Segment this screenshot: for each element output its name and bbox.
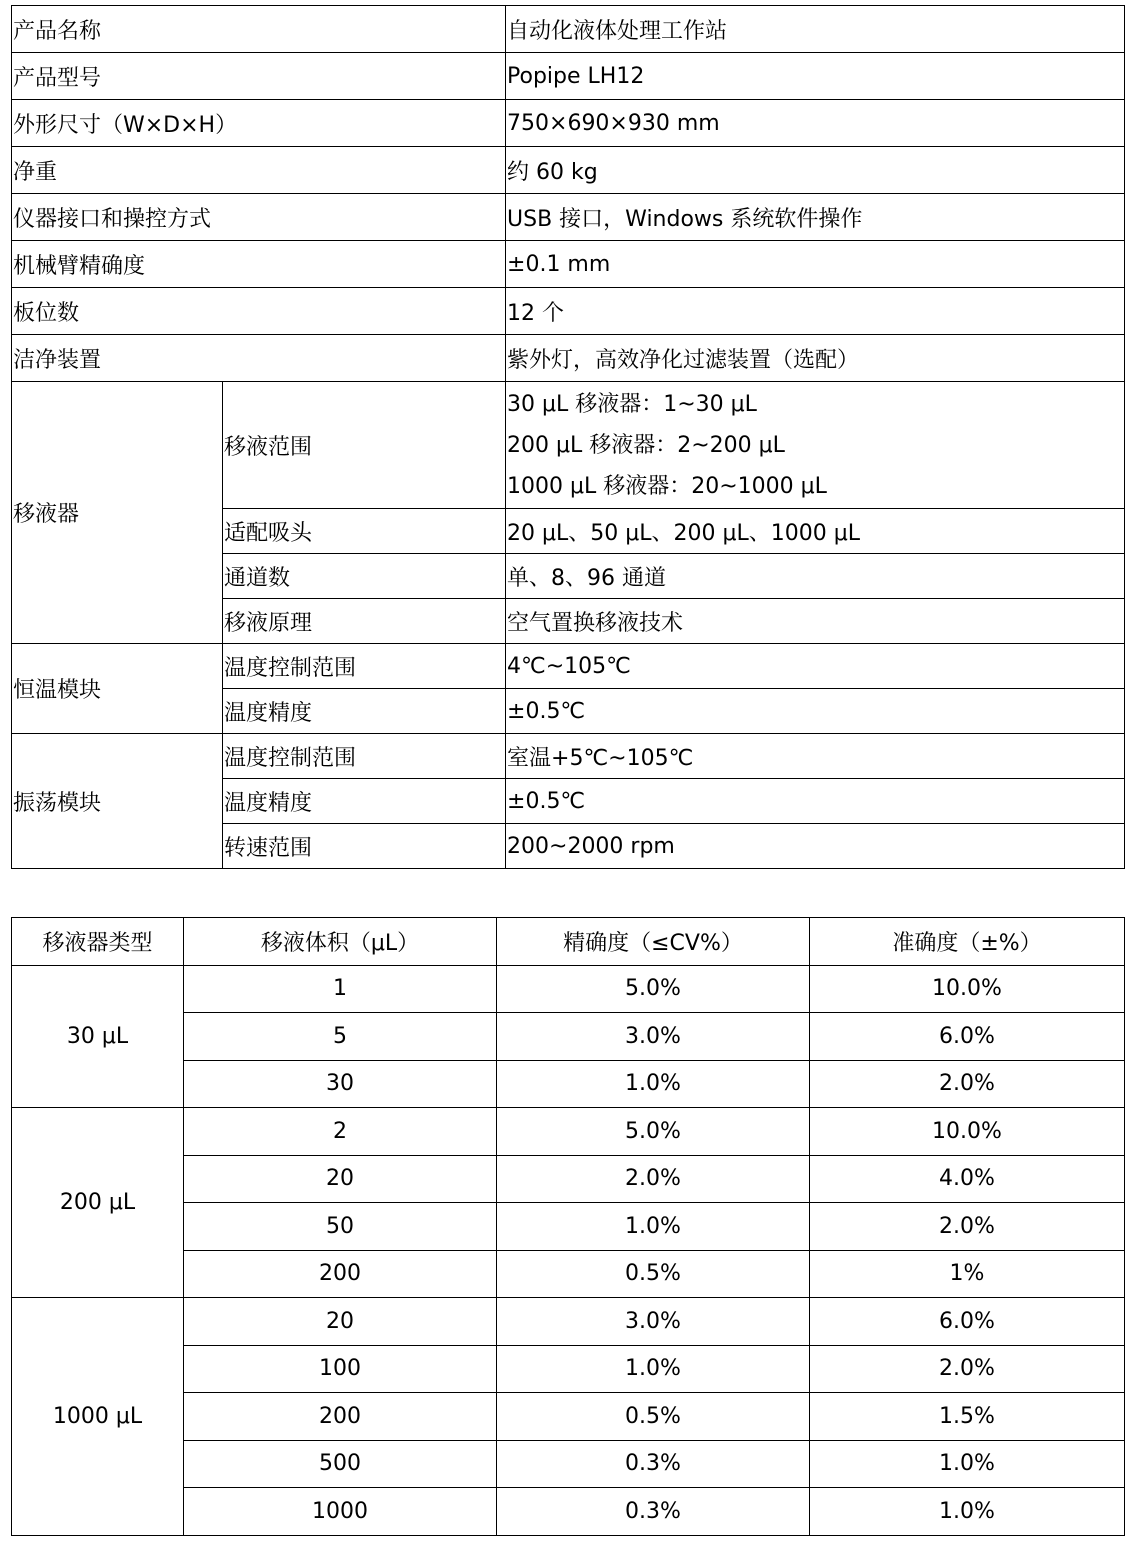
table-row <box>12 965 1125 1013</box>
accuracy-cell: 10.0% <box>810 965 1125 1013</box>
precision-cell: 0.3% <box>497 1488 810 1536</box>
precision-cell: 5.0% <box>497 1108 810 1156</box>
spec-sublabel: 移液原理 <box>223 599 506 644</box>
pipettor-type-cell: 1000 μL <box>12 1298 184 1536</box>
accuracy-cell: 1% <box>810 1250 1125 1298</box>
table-header-row <box>12 918 1125 966</box>
accuracy-cell: 2.0% <box>810 1060 1125 1108</box>
spec-row <box>12 194 1125 241</box>
spec-value: 12 个 <box>506 288 1125 335</box>
group-label-shake: 振荡模块 <box>12 734 223 869</box>
accuracy-cell: 1.0% <box>810 1488 1125 1536</box>
pipettor-type-cell: 200 μL <box>12 1108 184 1298</box>
pipettor-type-cell: 30 μL <box>12 965 184 1108</box>
precision-cell: 2.0% <box>497 1155 810 1203</box>
spec-sublabel: 适配吸头 <box>223 509 506 554</box>
spec-row <box>12 382 1125 509</box>
spec-row <box>12 147 1125 194</box>
accuracy-cell: 6.0% <box>810 1013 1125 1061</box>
spec-value: 4℃~105℃ <box>506 644 1125 689</box>
accuracy-table <box>11 917 1125 1536</box>
spec-label: 产品名称 <box>12 6 506 53</box>
table-row <box>12 1298 1125 1346</box>
spec-row <box>12 734 1125 779</box>
volume-cell: 50 <box>184 1203 497 1251</box>
volume-cell: 1000 <box>184 1488 497 1536</box>
group-label-pipettor: 移液器 <box>12 382 223 644</box>
column-header: 移液器类型 <box>12 918 184 966</box>
spec-value-multiline <box>506 382 1125 509</box>
volume-cell: 1 <box>184 965 497 1013</box>
precision-cell: 1.0% <box>497 1345 810 1393</box>
spec-value: ±0.5℃ <box>506 689 1125 734</box>
spec-row <box>12 53 1125 100</box>
volume-cell: 30 <box>184 1060 497 1108</box>
spec-value: 约 60 kg <box>506 147 1125 194</box>
spec-value: 空气置换移液技术 <box>506 599 1125 644</box>
spec-row <box>12 644 1125 689</box>
spec-table <box>11 5 1125 869</box>
spec-value: 20 μL、50 μL、200 μL、1000 μL <box>506 509 1125 554</box>
range-line: 1000 μL 移液器：20~1000 μL <box>507 473 827 499</box>
precision-cell: 5.0% <box>497 965 810 1013</box>
volume-cell: 200 <box>184 1250 497 1298</box>
spec-label: 净重 <box>12 147 506 194</box>
volume-cell: 200 <box>184 1393 497 1441</box>
accuracy-cell: 6.0% <box>810 1298 1125 1346</box>
volume-cell: 100 <box>184 1345 497 1393</box>
volume-cell: 20 <box>184 1155 497 1203</box>
spec-value: 200~2000 rpm <box>506 824 1125 869</box>
accuracy-cell: 1.5% <box>810 1393 1125 1441</box>
spec-sublabel: 温度精度 <box>223 779 506 824</box>
spec-sublabel: 移液范围 <box>223 382 506 509</box>
column-header: 精确度（≤CV%） <box>497 918 810 966</box>
spec-value: 750×690×930 mm <box>506 100 1125 147</box>
spec-row <box>12 288 1125 335</box>
spec-label: 外形尺寸（W×D×H） <box>12 100 506 147</box>
spec-label: 仪器接口和操控方式 <box>12 194 506 241</box>
spec-value: 室温+5℃~105℃ <box>506 734 1125 779</box>
spec-label: 洁净装置 <box>12 335 506 382</box>
precision-cell: 1.0% <box>497 1203 810 1251</box>
spec-row <box>12 241 1125 288</box>
precision-cell: 0.5% <box>497 1250 810 1298</box>
range-line: 30 μL 移液器：1~30 μL <box>507 391 757 417</box>
spec-sublabel: 温度控制范围 <box>223 644 506 689</box>
spec-value: 自动化液体处理工作站 <box>506 6 1125 53</box>
accuracy-cell: 2.0% <box>810 1203 1125 1251</box>
volume-cell: 2 <box>184 1108 497 1156</box>
spec-value: 紫外灯，高效净化过滤装置（选配） <box>506 335 1125 382</box>
spec-value: Popipe LH12 <box>506 53 1125 100</box>
precision-cell: 3.0% <box>497 1298 810 1346</box>
column-header: 准确度（±%） <box>810 918 1125 966</box>
spec-label: 机械臂精确度 <box>12 241 506 288</box>
spec-sublabel: 温度精度 <box>223 689 506 734</box>
accuracy-cell: 4.0% <box>810 1155 1125 1203</box>
accuracy-cell: 10.0% <box>810 1108 1125 1156</box>
volume-cell: 20 <box>184 1298 497 1346</box>
column-header: 移液体积（μL） <box>184 918 497 966</box>
group-label-thermo: 恒温模块 <box>12 644 223 734</box>
spec-value: USB 接口，Windows 系统软件操作 <box>506 194 1125 241</box>
precision-cell: 3.0% <box>497 1013 810 1061</box>
spec-value: ±0.5℃ <box>506 779 1125 824</box>
spec-sublabel: 温度控制范围 <box>223 734 506 779</box>
spec-label: 板位数 <box>12 288 506 335</box>
volume-cell: 500 <box>184 1440 497 1488</box>
range-line: 200 μL 移液器：2~200 μL <box>507 432 785 458</box>
spec-label: 产品型号 <box>12 53 506 100</box>
accuracy-cell: 2.0% <box>810 1345 1125 1393</box>
precision-cell: 1.0% <box>497 1060 810 1108</box>
spec-row <box>12 335 1125 382</box>
volume-cell: 5 <box>184 1013 497 1061</box>
precision-cell: 0.3% <box>497 1440 810 1488</box>
spec-row <box>12 100 1125 147</box>
spec-value: 单、8、96 通道 <box>506 554 1125 599</box>
accuracy-cell: 1.0% <box>810 1440 1125 1488</box>
spec-row <box>12 6 1125 53</box>
precision-cell: 0.5% <box>497 1393 810 1441</box>
table-row <box>12 1108 1125 1156</box>
spec-sublabel: 通道数 <box>223 554 506 599</box>
spec-sublabel: 转速范围 <box>223 824 506 869</box>
spec-value: ±0.1 mm <box>506 241 1125 288</box>
